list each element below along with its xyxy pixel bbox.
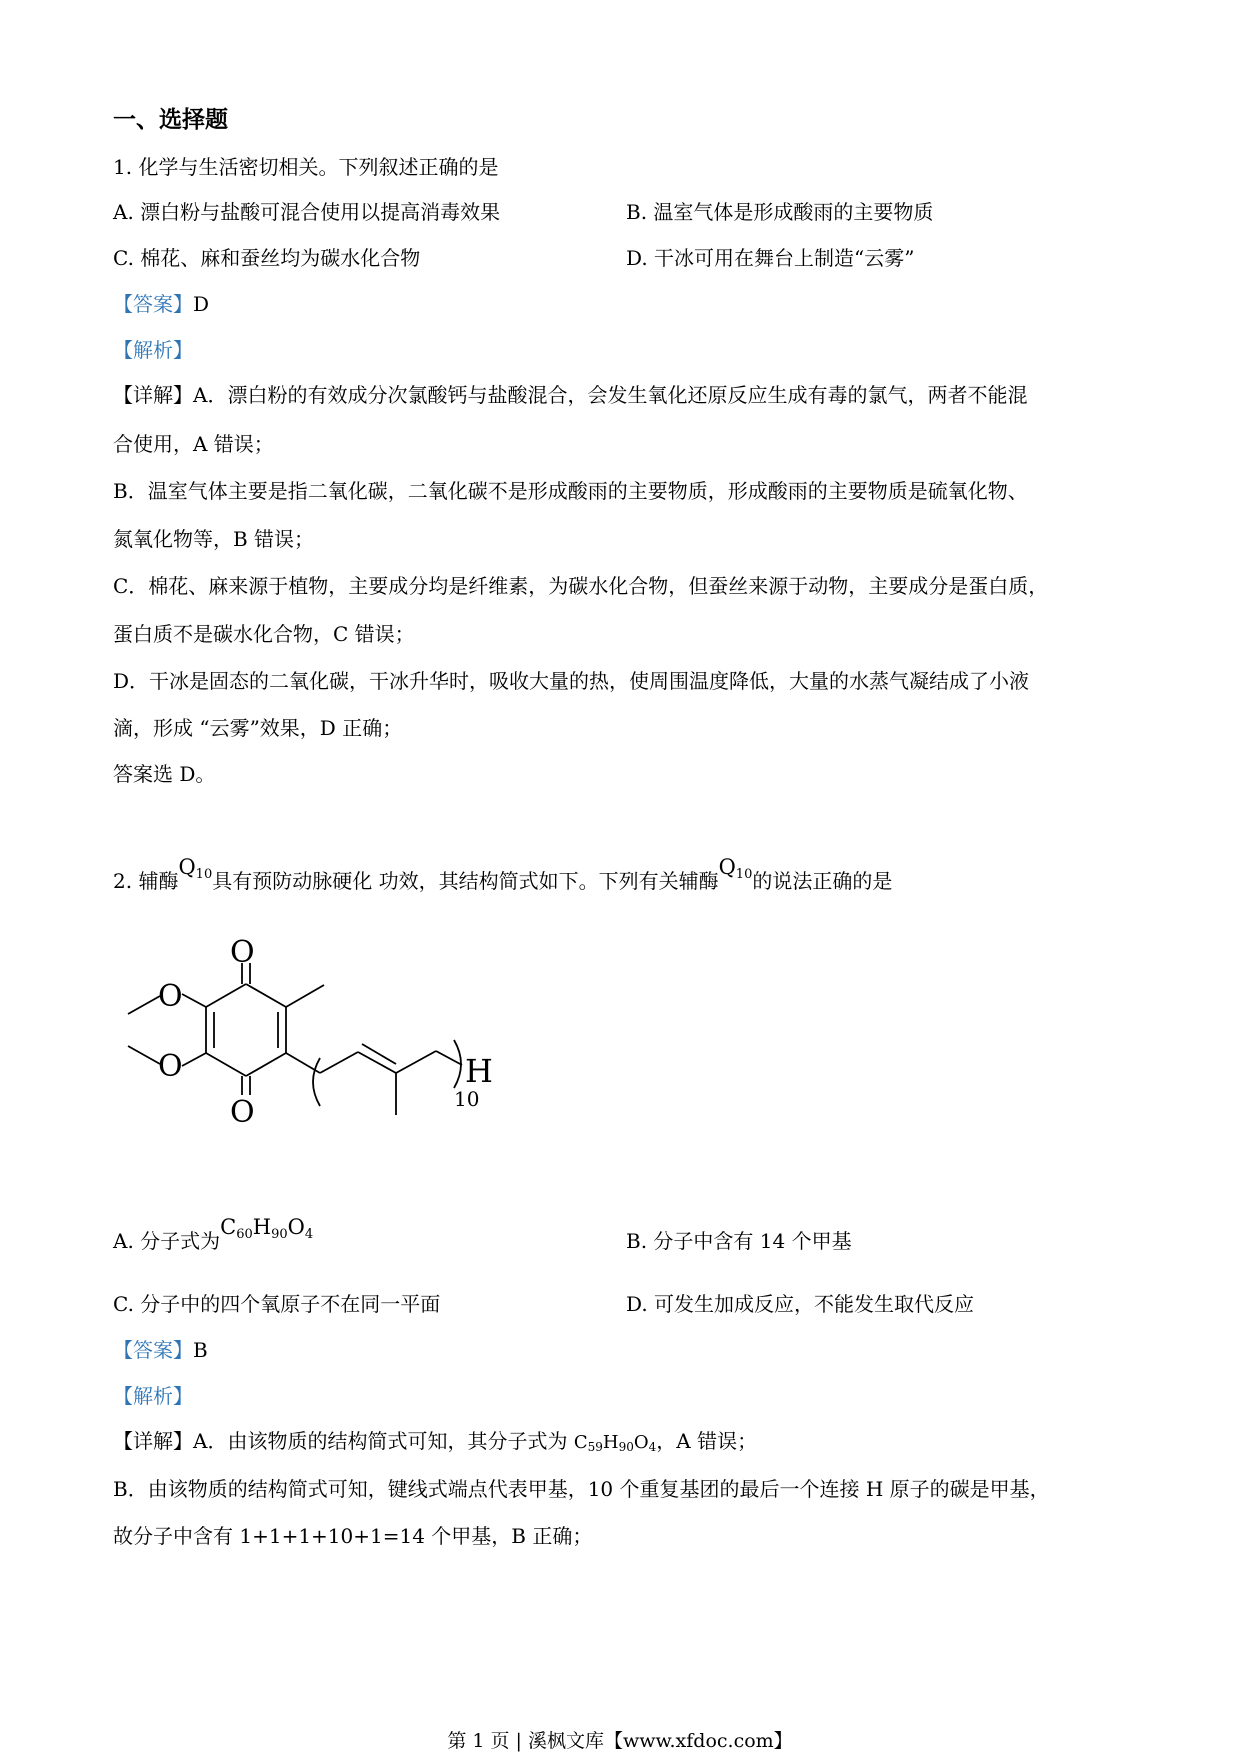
answer-tag: 【答案】 [113, 292, 193, 316]
q1-stem: 1. 化学与生活密切相关。下列叙述正确的是 [113, 155, 499, 179]
detail-text: A．漂白粉的有效成分次氯酸钙与盐酸混合，会发生氧化还原反应生成有毒的氯气，两者不能混 [193, 383, 1028, 407]
q1-option-a: A. 漂白粉与盐酸可混合使用以提高消毒效果 [113, 200, 501, 224]
q2-option-d: D. 可发生加成反应，不能发生取代反应 [626, 1292, 975, 1316]
oxygen-top-label: O [230, 935, 255, 970]
q2-option-a [113, 1215, 314, 1253]
q2-option-b: B. 分子中含有 14 个甲基 [626, 1229, 852, 1253]
repeat-count-label: 10 [454, 1087, 480, 1111]
page-footer: 第 1 页 | 溪枫文库【www.xfdoc.com】 [447, 1730, 793, 1752]
answer-value: D [193, 292, 210, 316]
q1-option-d: D. 干冰可用在舞台上制造“云雾” [626, 246, 915, 270]
answer-value: B [193, 1338, 208, 1362]
q2-analysis-tag: 【解析】 [113, 1384, 193, 1408]
q2-detail-line [113, 1431, 757, 1452]
q1-detail-line: 蛋白质不是碳水化合物，C 错误； [113, 622, 415, 646]
stem-text: 具有预防动脉硬化 功效，其结构简式如下。下列有关辅酶 [212, 869, 719, 893]
q1-detail-line: D．干冰是固态的二氧化碳，干冰升华时，吸收大量的热，使周围温度降低，大量的水蒸气凝结成了小液 [113, 669, 1030, 693]
q1-option-b: B. 温室气体是形成酸雨的主要物质 [626, 200, 934, 224]
detail-tag: 【详解】 [113, 1429, 193, 1453]
formula-c59h90o4: C59H90O4 [573, 1432, 657, 1454]
stem-text: 的说法正确的是 [752, 869, 893, 893]
q2-detail-line: B．由该物质的结构简式可知，键线式端点代表甲基，10 个重复基团的最后一个连接 H 原子的碳是甲基， [113, 1477, 1050, 1501]
detail-text: A．由该物质的结构简式可知，其分子式为 [193, 1429, 574, 1453]
q1-detail-line: 氮氧化物等，B 错误； [113, 527, 315, 551]
q2-stem [113, 855, 893, 893]
q1-detail-line [113, 385, 1027, 405]
q1-analysis-tag: 【解析】 [113, 338, 193, 362]
q10-label: Q10 [178, 855, 213, 882]
oxygen-bottom-label: O [230, 1095, 255, 1130]
q1-detail-line: B．温室气体主要是指二氧化碳，二氧化碳不是形成酸雨的主要物质，形成酸雨的主要物质是硫氧化物、 [113, 479, 1028, 503]
q2-option-c: C. 分子中的四个氧原子不在同一平面 [113, 1292, 441, 1316]
detail-text: ，A 错误； [656, 1429, 758, 1453]
q10-label: Q10 [718, 855, 753, 882]
q1-detail-line: 合使用，A 错误； [113, 432, 274, 456]
option-a-text: A. 分子式为 [113, 1229, 221, 1253]
formula-c60h90o4: C60H90O4 [220, 1215, 314, 1242]
answer-tag: 【答案】 [113, 1338, 193, 1362]
q1-answer [113, 294, 209, 314]
q2-detail-line: 故分子中含有 1+1+1+10+1=14 个甲基，B 正确； [113, 1524, 593, 1548]
q2-answer [113, 1340, 208, 1360]
q1-conclusion: 答案选 D。 [113, 762, 216, 786]
q1-detail-line: 滴，形成 “云雾”效果，D 正确； [113, 716, 403, 740]
section-title: 一、选择题 [113, 106, 228, 133]
hydrogen-label: H [465, 1052, 493, 1090]
coenzyme-q10-structure [100, 930, 520, 1160]
q1-option-c: C. 棉花、麻和蚕丝均为碳水化合物 [113, 246, 421, 270]
stem-text: 2. 辅酶 [113, 869, 179, 893]
oxygen-methoxy-label: O [158, 979, 183, 1014]
oxygen-methoxy-label: O [158, 1049, 183, 1084]
q1-detail-line: C．棉花、麻来源于植物，主要成分均是纤维素，为碳水化合物，但蚕丝来源于动物，主要成分是蛋白质， [113, 574, 1049, 598]
detail-tag: 【详解】 [113, 383, 193, 407]
